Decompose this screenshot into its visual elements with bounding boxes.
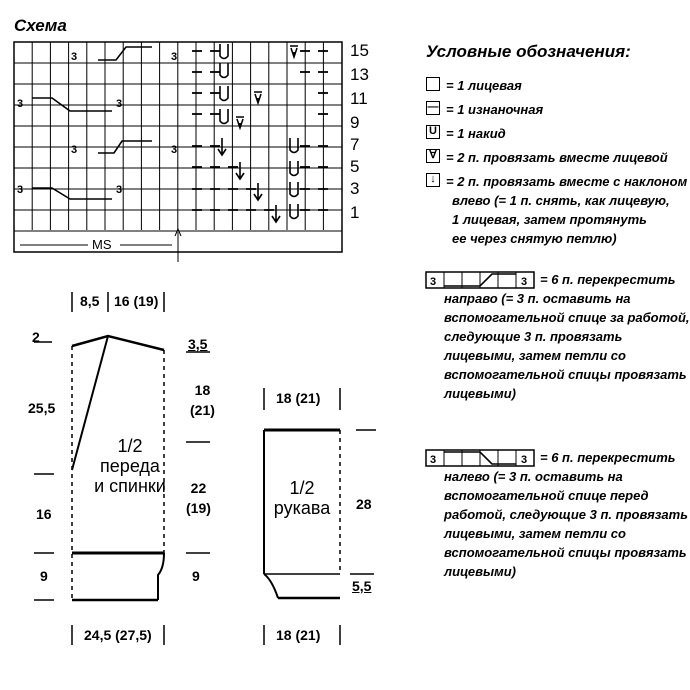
body-right-height-2 bbox=[186, 478, 211, 518]
k2tog-icon: ∀ bbox=[426, 149, 440, 163]
legend-text-line: = 1 изнаночная bbox=[446, 102, 544, 117]
legend-item-k2tog bbox=[426, 148, 668, 167]
legend-text-line: = 6 п. перекрестить bbox=[540, 450, 676, 465]
legend-item-knit-square bbox=[426, 76, 522, 95]
legend-text-line: = 6 п. перекрестить bbox=[540, 272, 676, 287]
knit-square-icon bbox=[426, 77, 440, 91]
legend-text-line: ее через снятую петлю) bbox=[452, 231, 617, 246]
svg-text:3: 3 bbox=[116, 184, 123, 196]
legend-item-cable-right bbox=[444, 270, 690, 403]
svg-text:3: 3 bbox=[521, 276, 528, 288]
body-right-height-2-value: 22 bbox=[190, 480, 207, 496]
legend-text-line: лицевыми, затем петли со bbox=[444, 348, 626, 363]
svg-text:3: 3 bbox=[430, 454, 437, 466]
legend-text-line: = 1 лицевая bbox=[446, 78, 522, 93]
body-piece-label bbox=[80, 436, 180, 496]
legend-text-line: = 2 п. провязать вместе лицевой bbox=[446, 150, 668, 165]
sleeve-label-line: рукава bbox=[273, 498, 331, 518]
legend-title: Условные обозначения: bbox=[426, 42, 631, 61]
body-bottom-width: 24,5 (27,5) bbox=[84, 627, 152, 643]
chart-title: Схема bbox=[14, 16, 67, 35]
row-number: 9 bbox=[350, 113, 360, 132]
body-right-height-3: 9 bbox=[192, 568, 200, 584]
row-number: 7 bbox=[350, 135, 360, 154]
row-number: 11 bbox=[350, 89, 368, 108]
ssk-arrow-icon: ↓ bbox=[426, 173, 440, 187]
legend-text-line: следующие 3 п. провязать bbox=[444, 329, 623, 344]
k2tog-symbols bbox=[236, 46, 298, 128]
legend-text-line: лицевыми) bbox=[444, 386, 517, 401]
legend-text-line: влево (= 1 п. снять, как лицевую, bbox=[452, 193, 670, 208]
purl-symbols bbox=[192, 51, 328, 210]
knitting-chart-grid bbox=[14, 42, 342, 252]
legend-item-purl-dash bbox=[426, 100, 543, 119]
legend-text-line: вспомогательной спице перед bbox=[444, 488, 649, 503]
legend-text-line: вспомогательной спицы провязать bbox=[444, 545, 687, 560]
body-label-line: 1/2 bbox=[117, 436, 143, 456]
legend-item-ssk-arrow bbox=[426, 172, 687, 248]
legend-text-line: = 2 п. провязать вместе с наклоном bbox=[446, 174, 688, 189]
legend-item-cable-left bbox=[444, 448, 688, 581]
sleeve-piece-label bbox=[266, 478, 338, 518]
svg-text:3: 3 bbox=[171, 51, 178, 63]
svg-text:3: 3 bbox=[71, 51, 78, 63]
sleeve-height: 28 bbox=[356, 496, 372, 512]
svg-text:3: 3 bbox=[430, 276, 437, 288]
legend-text-line: вспомогательной спицы провязать bbox=[444, 367, 687, 382]
body-top-width-left: 8,5 bbox=[80, 293, 100, 309]
body-label-line: переда bbox=[100, 456, 160, 476]
legend-text-line: 1 лицевая, затем протянуть bbox=[452, 212, 647, 227]
row-number: 3 bbox=[350, 179, 360, 198]
yarn-over-u-icon: U bbox=[426, 125, 440, 139]
svg-text:3: 3 bbox=[116, 98, 123, 110]
svg-text:3: 3 bbox=[521, 454, 528, 466]
row-number: 13 bbox=[350, 65, 369, 84]
legend-text-line: вспомогательной спице за работой, bbox=[444, 310, 690, 325]
body-left-height-1: 25,5 bbox=[28, 400, 56, 416]
legend-text-line: = 1 накид bbox=[446, 126, 506, 141]
body-left-height-3: 9 bbox=[40, 568, 48, 584]
sleeve-top-width: 18 (21) bbox=[276, 390, 321, 406]
legend-text-line: лицевыми, затем петли со bbox=[444, 526, 626, 541]
cable-number-marks bbox=[17, 51, 177, 196]
svg-text:3: 3 bbox=[171, 144, 178, 156]
svg-text:3: 3 bbox=[17, 184, 24, 196]
sleeve-cuff-height: 5,5 bbox=[352, 578, 372, 594]
body-top-width-right: 16 (19) bbox=[114, 293, 159, 309]
legend-text-line: работой, следующие 3 п. провязать bbox=[444, 507, 688, 522]
yarn-over-symbols bbox=[220, 44, 298, 219]
ms-label: MS bbox=[92, 237, 112, 252]
sleeve-bottom-width: 18 (21) bbox=[276, 627, 321, 643]
legend-text-line: лицевыми) bbox=[444, 564, 517, 579]
body-right-height-1 bbox=[190, 380, 215, 420]
svg-text:3: 3 bbox=[17, 98, 24, 110]
body-top-right-drop: 3,5 bbox=[188, 336, 208, 352]
legend-cable-left-icon bbox=[426, 450, 534, 466]
body-top-left-drop: 2 bbox=[32, 329, 40, 345]
legend-item-yarn-over-u bbox=[426, 124, 506, 143]
svg-text:3: 3 bbox=[71, 144, 78, 156]
body-label-line: и спинки bbox=[94, 476, 166, 496]
legend-text-line: направо (= 3 п. оставить на bbox=[444, 291, 631, 306]
purl-dash-icon: — bbox=[427, 101, 439, 113]
body-right-height-1-value: 18 bbox=[194, 382, 211, 398]
body-right-height-2-alt: (19) bbox=[186, 500, 211, 516]
legend-cable-right-icon bbox=[426, 272, 534, 288]
row-number: 1 bbox=[350, 203, 360, 222]
sleeve-label-line: 1/2 bbox=[289, 478, 315, 498]
row-number: 5 bbox=[350, 157, 360, 176]
row-number: 15 bbox=[350, 41, 369, 60]
legend-text-line: налево (= 3 п. оставить на bbox=[444, 469, 623, 484]
body-left-height-2: 16 bbox=[36, 506, 52, 522]
body-right-height-1-alt: (21) bbox=[190, 402, 215, 418]
